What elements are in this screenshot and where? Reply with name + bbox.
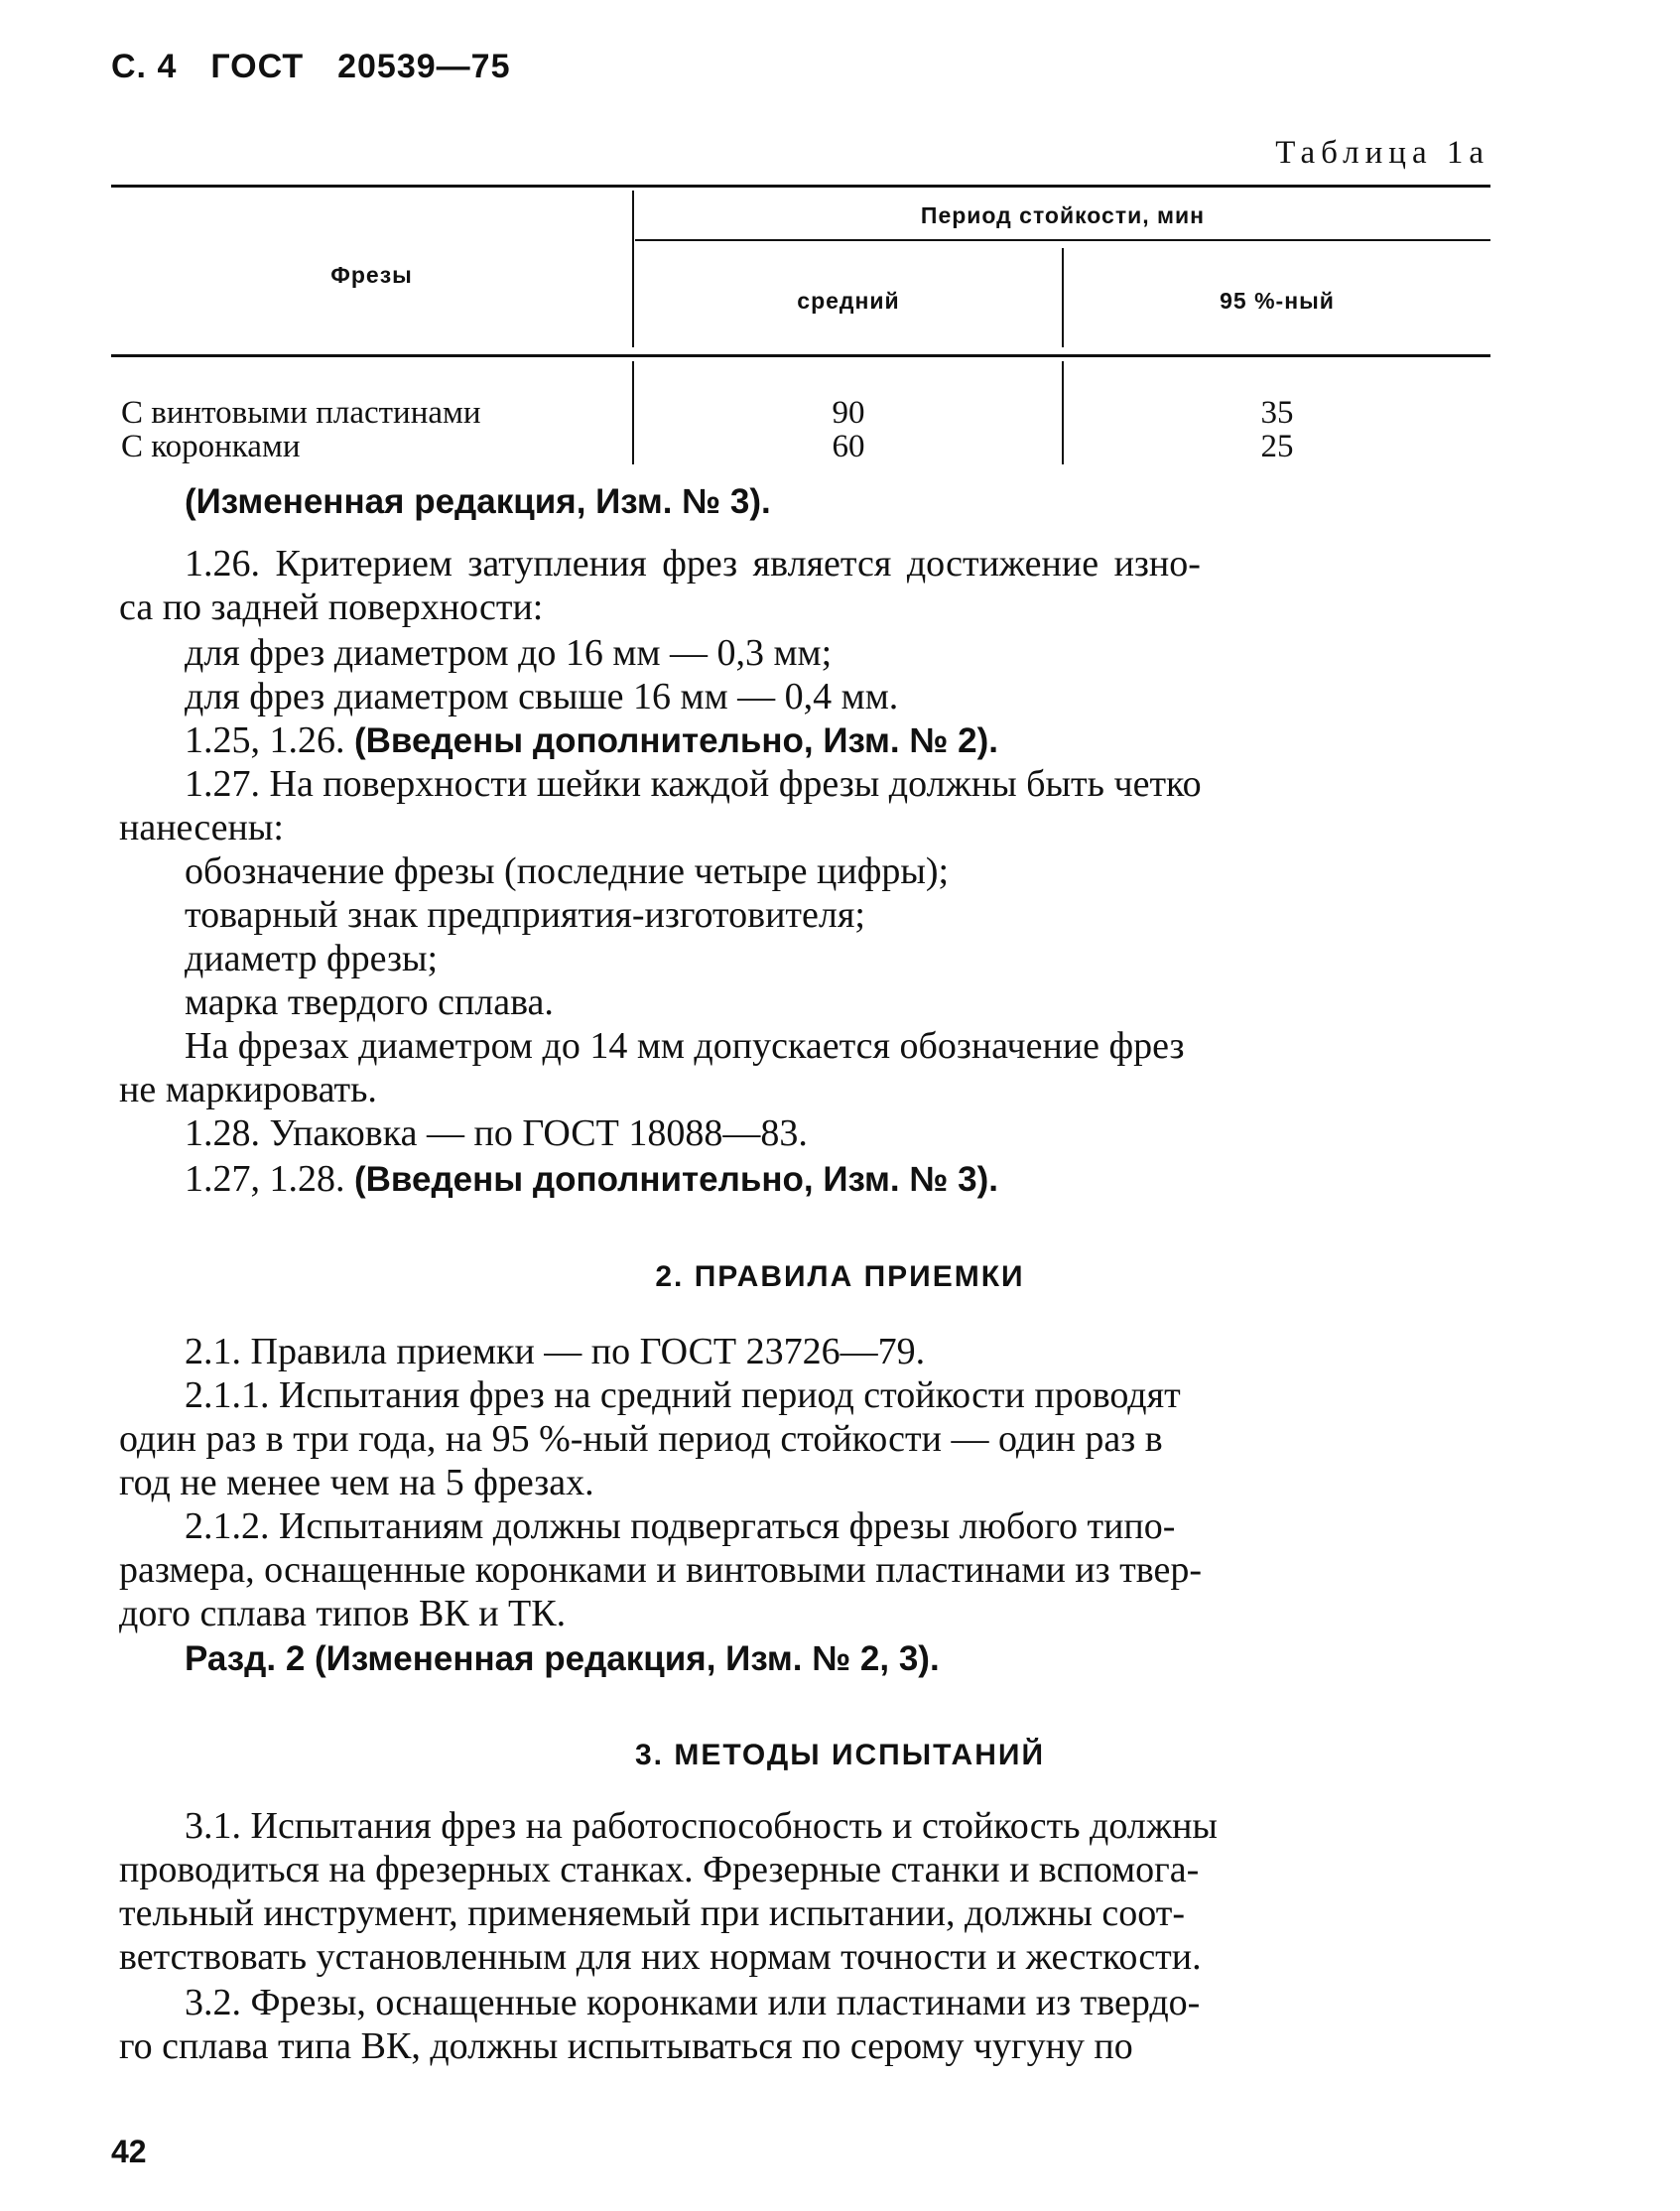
para-3-1: 3.1. Испытания фрез на работоспособность и стойкость должны: [185, 1805, 1218, 1847]
para-1-27-item-3: диаметр фрезы;: [185, 938, 439, 979]
para-3-2-cont: го сплава типа ВК, должны испытываться по серому чугуну по: [119, 2025, 1133, 2067]
table-vline-3: [632, 361, 634, 464]
section-2-heading: 2. ПРАВИЛА ПРИЕМКИ: [655, 1260, 1025, 1293]
para-1-26-item-1: для фрез диаметром до 16 мм — 0,3 мм;: [185, 632, 833, 674]
row-1-p95: 35: [1260, 395, 1294, 431]
amendment-note-3: [185, 1157, 998, 1201]
row-2-mean: 60: [832, 429, 865, 464]
para-1-28: 1.28. Упаковка — по ГОСТ 18088—83.: [185, 1112, 808, 1154]
row-1-name: С винтовыми пластинами: [121, 395, 481, 431]
amendment-note-3-text: (Введены дополнительно, Изм. № 3).: [354, 1160, 998, 1199]
para-2-1-1-cont-1: один раз в три года, на 95 %-ный период стойкости — один раз в: [119, 1418, 1163, 1460]
para-1-26-item-2: для фрез диаметром свыше 16 мм — 0,4 мм.: [185, 676, 899, 717]
col-period: Период стойкости, мин: [920, 202, 1206, 228]
para-1-27-note: На фрезах диаметром до 14 мм допускается обозначение фрез: [185, 1025, 1185, 1067]
page-header: [111, 48, 510, 86]
page-label: С. 4: [111, 48, 178, 85]
amendment-note-2-ref: 1.25, 1.26.: [185, 719, 354, 761]
table-top-rule: [111, 185, 1490, 188]
amendment-note-3-ref: 1.27, 1.28.: [185, 1158, 354, 1200]
table-subheader-rule: [635, 239, 1490, 241]
gost-number: 20539—75: [337, 48, 511, 85]
para-3-2: 3.2. Фрезы, оснащенные коронками или пластинами из твердо-: [185, 1982, 1201, 2023]
para-1-27-item-2: товарный знак предприятия-изготовителя;: [185, 894, 865, 936]
para-1-27-item-4: марка твердого сплава.: [185, 981, 554, 1023]
para-1-26-cont: са по задней поверхности:: [119, 586, 544, 628]
para-3-1-cont-2: тельный инструмент, применяемый при испытании, должны соот-: [119, 1892, 1185, 1934]
para-3-1-cont-3: ветствовать установленным для них нормам точности и жесткости.: [119, 1936, 1202, 1978]
col-mean: средний: [797, 288, 900, 314]
col-cutters: Фрезы: [330, 262, 413, 288]
para-2-1-2-cont-2: дого сплава типов ВК и ТК.: [119, 1593, 567, 1634]
col-95: 95 %-ный: [1220, 288, 1335, 314]
para-1-27-cont: нанесены:: [119, 807, 284, 848]
page-number: 42: [111, 2134, 147, 2169]
gost-label: ГОСТ: [210, 48, 305, 85]
table-vline-1: [632, 191, 634, 347]
para-2-1-2: 2.1.2. Испытаниям должны подвергаться фрезы любого типо-: [185, 1505, 1176, 1547]
para-2-1-1: 2.1.1. Испытания фрез на средний период стойкости проводят: [185, 1374, 1181, 1416]
para-1-27: 1.27. На поверхности шейки каждой фрезы должны быть четко: [185, 763, 1202, 805]
para-1-27-note-cont: не маркировать.: [119, 1069, 377, 1110]
table-caption: Таблица 1а: [1275, 135, 1489, 171]
para-1-26: 1.26. Критерием затупления фрез является достижение изно-: [185, 543, 1201, 585]
section-3-heading: 3. МЕТОДЫ ИСПЫТАНИЙ: [635, 1739, 1045, 1771]
para-2-1-2-cont-1: размера, оснащенные коронками и винтовыми пластинами из твер-: [119, 1549, 1202, 1591]
amendment-note-2: [185, 718, 998, 762]
table-header-bottom-rule: [111, 354, 1490, 357]
amendment-note-2-text: (Введены дополнительно, Изм. № 2).: [354, 721, 998, 760]
para-3-1-cont-1: проводиться на фрезерных станках. Фрезерные станки и вспомога-: [119, 1849, 1200, 1890]
row-2-p95: 25: [1260, 429, 1294, 464]
row-1-mean: 90: [832, 395, 865, 431]
para-2-1: 2.1. Правила приемки — по ГОСТ 23726—79.: [185, 1331, 926, 1372]
amendment-note-1: (Измененная редакция, Изм. № 3).: [185, 482, 771, 521]
row-2-name: С коронками: [121, 429, 301, 464]
amendment-note-4: Разд. 2 (Измененная редакция, Изм. № 2, 3).: [185, 1639, 940, 1678]
para-1-27-item-1: обозначение фрезы (последние четыре цифры);: [185, 850, 950, 892]
para-2-1-1-cont-2: год не менее чем на 5 фрезах.: [119, 1462, 594, 1503]
